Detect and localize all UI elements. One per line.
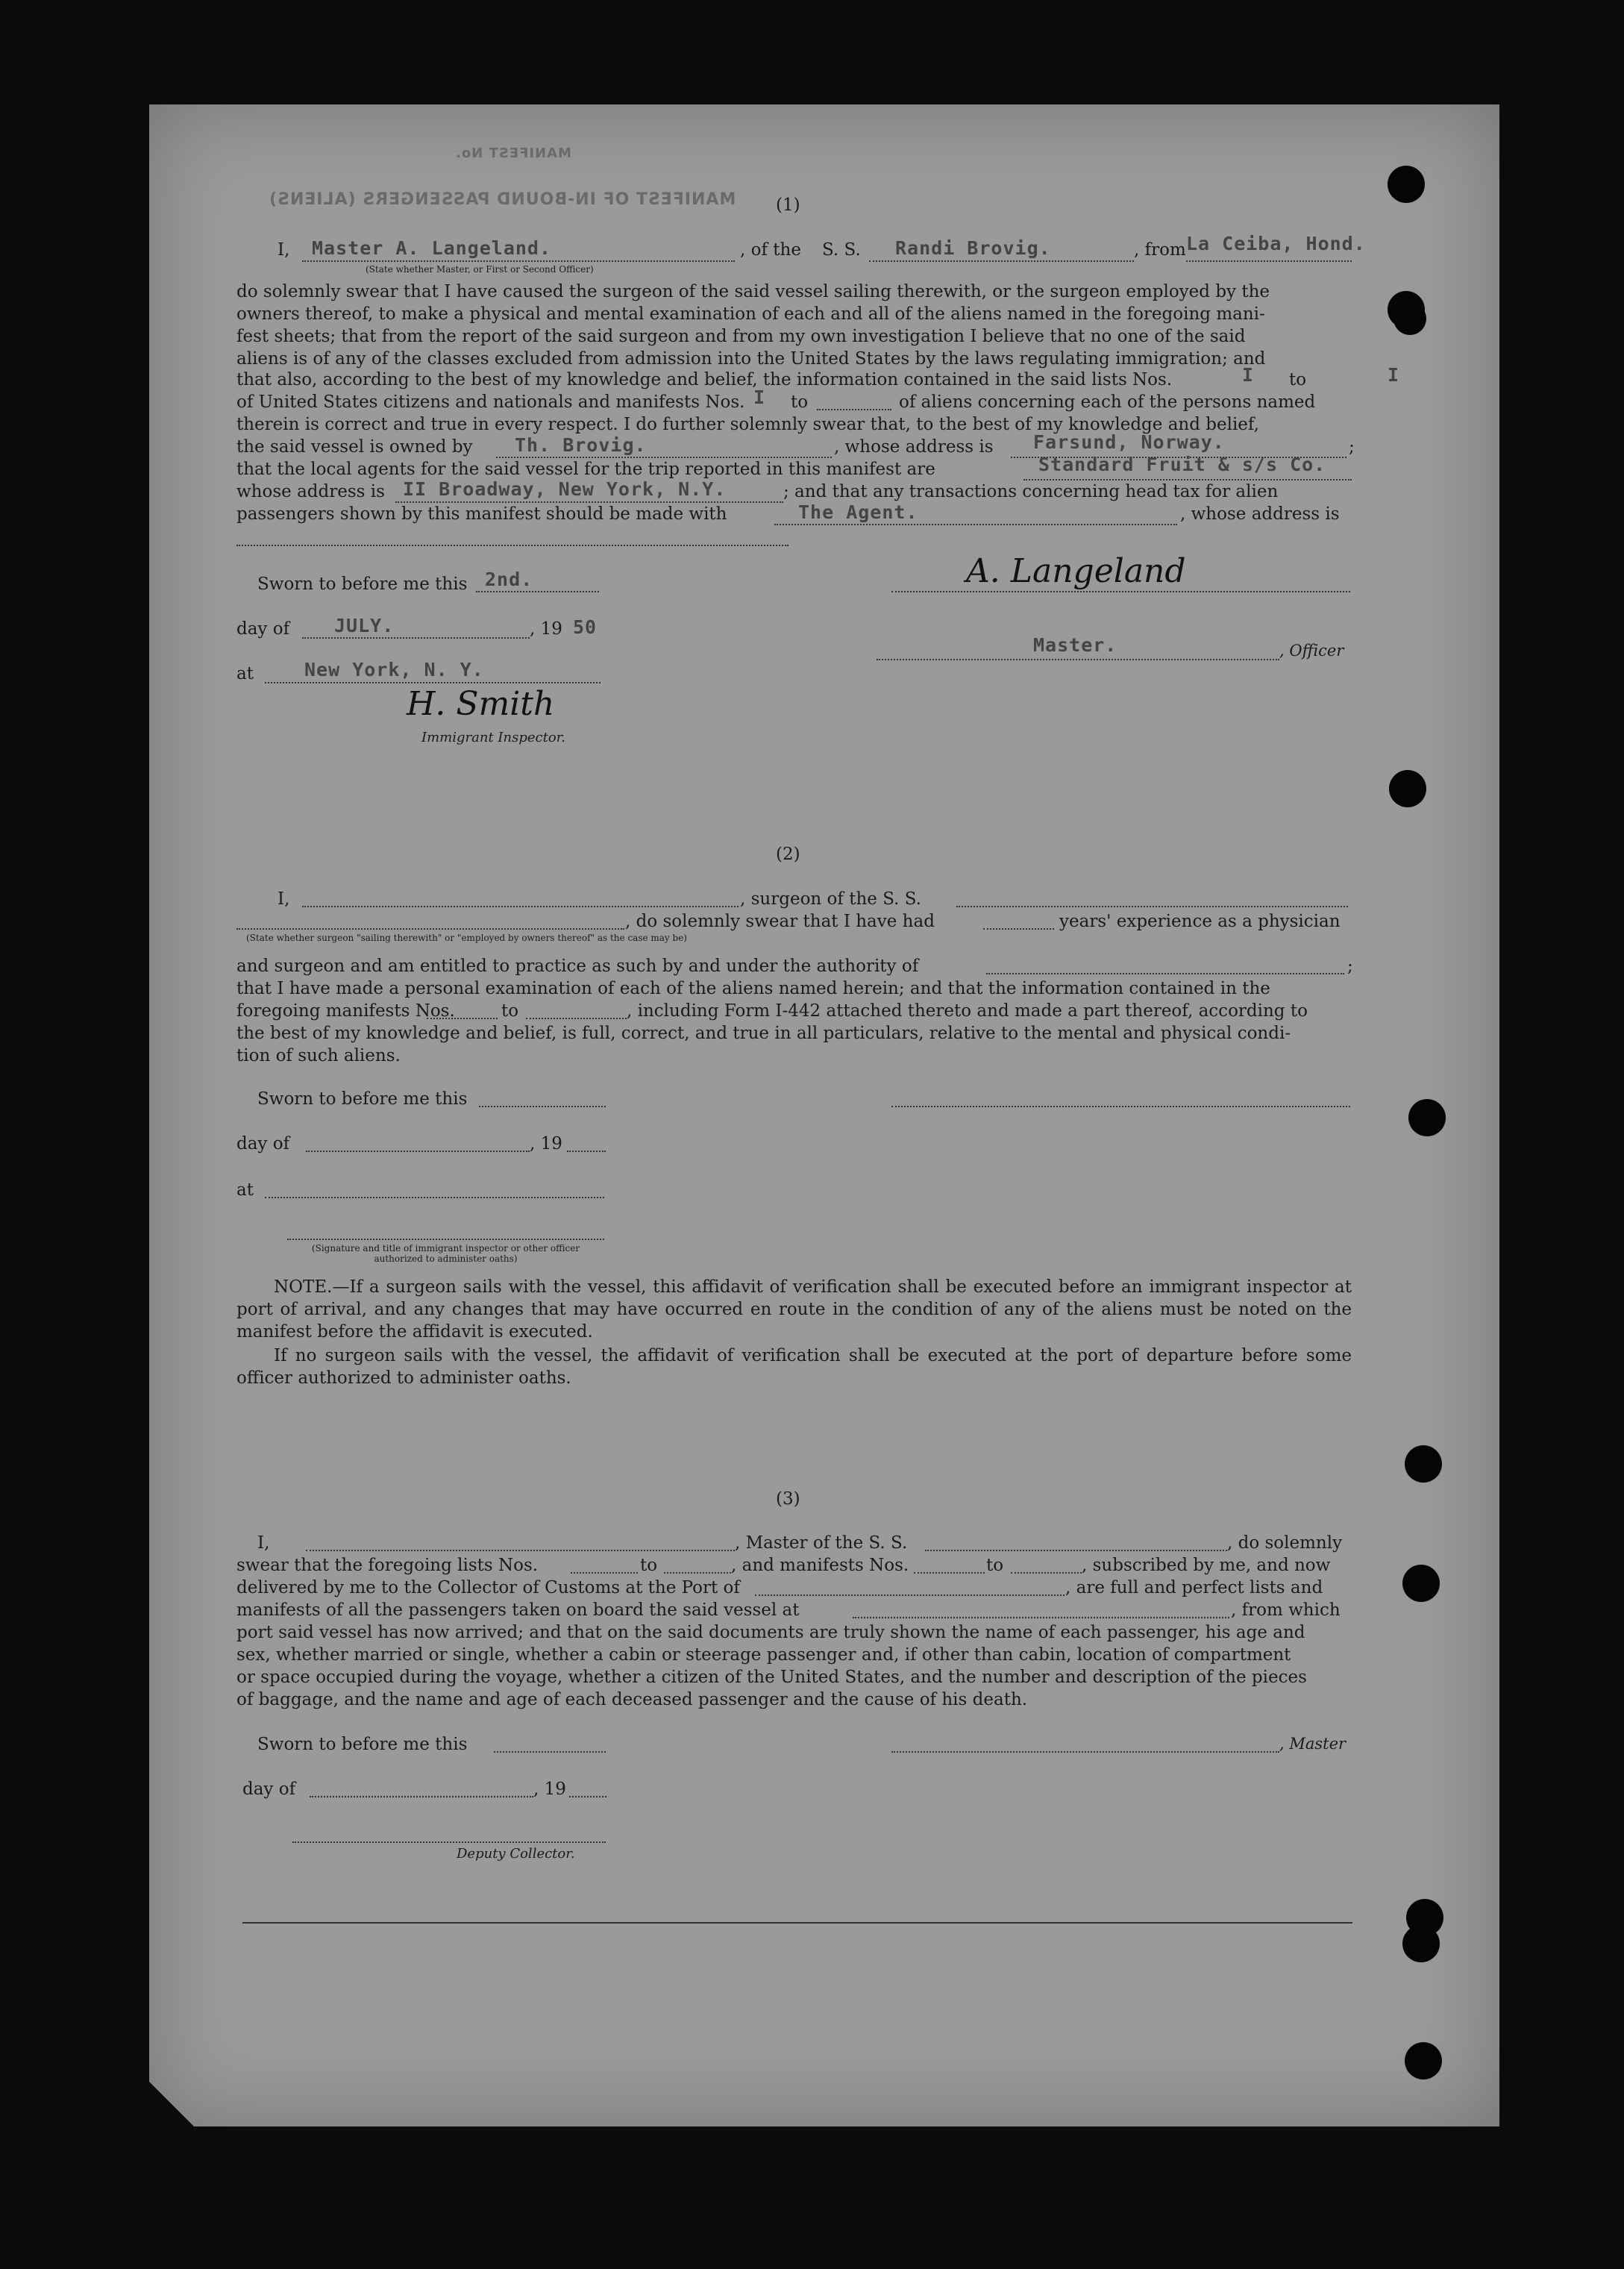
manifests-tail: of aliens concerning each of the persons named <box>899 392 1316 412</box>
ss-label: S. S. <box>822 240 861 260</box>
agents-address-label: whose address is <box>236 482 385 501</box>
section-3-i-label: I, <box>257 1533 270 1553</box>
day-of-label: day of <box>236 1134 290 1154</box>
year-line <box>567 1151 606 1152</box>
body-line: owners thereof, to make a physical and mental examination of each and all of the aliens named in the foregoing mani- <box>236 304 1265 324</box>
manifests-from-line <box>914 1572 985 1574</box>
semicolon: ; <box>1347 957 1353 976</box>
manifests-to-line <box>817 409 891 410</box>
lists-to-field: I <box>1388 364 1400 386</box>
section-1-number: (1) <box>776 195 800 215</box>
lists-to-label: to <box>640 1556 658 1575</box>
surgeon-status-line <box>236 928 624 930</box>
body-line: do solemnly swear that I have caused the surgeon of the said vessel sailing therewith, or the surgeon employed by the <box>236 282 1270 301</box>
at-label: at <box>236 664 254 683</box>
punch-hole-icon <box>1389 770 1426 807</box>
manifests-to-label: to <box>986 1556 1004 1575</box>
master-signature: A. Langeland <box>966 552 1186 590</box>
authority-line: and surgeon and am entitled to practice as such by and under the authority of <box>236 957 919 976</box>
lists-from-line <box>571 1572 638 1574</box>
subscribed-label: , subscribed by me, and now <box>1082 1556 1331 1575</box>
deputy-collector-line <box>292 1841 606 1843</box>
place-line <box>265 1197 604 1198</box>
surgeon-of-label: , surgeon of the S. S. <box>740 889 921 909</box>
swear-line: , do solemnly swear that I have had <box>625 912 935 931</box>
local-agents-label: that the local agents for the said vessel for the trip reported in this manifest are <box>236 460 935 479</box>
year-field: 50 <box>573 616 598 638</box>
body-line: that I have made a personal examination of each of the aliens named herein; and that the information contained in the <box>236 979 1270 998</box>
ghost-manifest-title: MANIFEST OF IN-BOUND PASSENGERS (ALIENS) <box>269 190 736 209</box>
sworn-label: Sworn to before me this <box>257 1735 468 1754</box>
lists-nos-line: that also, according to the best of my knowledge and belief, the information contained in the said lists Nos. <box>236 370 1173 389</box>
month-line <box>302 637 530 639</box>
master-name-line <box>306 1550 735 1551</box>
year-prefix: , 19 <box>530 1134 562 1154</box>
month-line <box>310 1796 533 1797</box>
manifests-from-line <box>427 1018 498 1019</box>
form-tail: , including Form I-442 attached thereto and made a part thereof, according to <box>627 1001 1308 1021</box>
lists-to-label: to <box>1289 370 1307 389</box>
master-signature-line <box>891 1751 1279 1753</box>
place-field: New York, N. Y. <box>304 659 484 680</box>
punch-hole-icon <box>1408 1099 1446 1136</box>
taken-at-line <box>853 1617 1229 1618</box>
agents-field: Standard Fruit & s/s Co. <box>1038 454 1326 475</box>
sworn-day-line <box>494 1751 606 1753</box>
punch-hole-icon <box>1405 1445 1442 1483</box>
manifests-to-label: to <box>791 392 809 412</box>
sworn-label: Sworn to before me this <box>257 575 468 594</box>
inspector-signature-line <box>287 1239 604 1240</box>
from-which-label: , from which <box>1231 1600 1341 1620</box>
owner-address-field: Farsund, Norway. <box>1033 431 1225 453</box>
master-of-label: , Master of the S. S. <box>735 1533 908 1553</box>
master-name-line <box>302 260 735 262</box>
body-line: port said vessel has now arrived; and that on the said documents are truly shown the name of each passenger, his age and <box>236 1623 1305 1642</box>
sworn-day-field: 2nd. <box>485 569 533 590</box>
section-2-i-label: I, <box>278 889 290 909</box>
ghost-manifest-number: MANIFEST No. <box>455 145 571 161</box>
body-line: tion of such aliens. <box>236 1046 401 1065</box>
place-line <box>265 682 601 683</box>
officer-line <box>877 659 1279 660</box>
of-the-label: , of the <box>740 240 801 260</box>
deputy-collector-label: Deputy Collector. <box>457 1846 575 1862</box>
bottom-rule <box>242 1922 1352 1924</box>
manifests-to-line <box>1011 1572 1082 1574</box>
year-line <box>569 1796 606 1797</box>
from-label: , from <box>1134 240 1186 260</box>
section-2-number: (2) <box>776 845 800 864</box>
manifests-to-label: to <box>501 1001 519 1021</box>
month-field: JULY. <box>334 615 395 636</box>
month-line <box>306 1151 530 1152</box>
body-line: aliens is of any of the classes excluded from admission into the United States by the laws regulating immigration; and <box>236 349 1266 369</box>
port-of-line <box>755 1594 1065 1596</box>
whose-address-line <box>236 545 789 546</box>
note-paragraph <box>236 1276 1352 1343</box>
surgeon-ship-line <box>956 906 1348 907</box>
head-tax-with-line <box>774 524 1177 525</box>
punch-hole-icon <box>1402 1565 1440 1602</box>
owner-field: Th. Brovig. <box>515 434 647 456</box>
manifests-from-field: I <box>753 386 766 408</box>
day-of-label: day of <box>242 1780 296 1799</box>
manifests-to-line <box>526 1018 627 1019</box>
punch-hole-icon <box>1402 1925 1440 1962</box>
owner-line <box>496 457 832 458</box>
body-line: or space occupied during the voyage, whether a citizen of the United States, and the number and description of the pieces <box>236 1668 1307 1687</box>
note-paragraph-2: If no surgeon sails with the vessel, the affidavit of verification shall be executed at the port of departure before some officer authorized to administer oaths. <box>236 1346 1352 1388</box>
body-line: sex, whether married or single, whether a cabin or steerage passenger and, if other than cabin, location of compartment <box>236 1645 1291 1665</box>
from-port-field: La Ceiba, Hond. <box>1186 233 1366 254</box>
years-line <box>983 928 1054 930</box>
sworn-day-line <box>476 591 599 592</box>
taken-on-board-label: manifests of all the passengers taken on board the said vessel at <box>236 1600 800 1620</box>
master-ship-line <box>925 1550 1227 1551</box>
officer-label: , Officer <box>1279 642 1344 660</box>
lists-to-line <box>664 1572 731 1574</box>
foregoing-manifests-label: foregoing manifests Nos. <box>236 1001 455 1021</box>
from-port-line <box>1186 260 1352 262</box>
semicolon: ; <box>1349 437 1355 457</box>
note-label: NOTE. <box>274 1277 333 1297</box>
agents-address-line <box>395 501 783 503</box>
body-line: the best of my knowledge and belief, is full, correct, and true in all particulars, relative to the mental and physical condi- <box>236 1024 1291 1043</box>
owner-address-label: , whose address is <box>834 437 994 457</box>
note-text: —If a surgeon sails with the vessel, this affidavit of verification shall be executed before an immigrant inspector at port of arrival, and any changes that may have occurred en route in the condition of any of the aliens must be noted on the manifest before the affidavit is executed. <box>236 1277 1352 1342</box>
inspector-signature: H. Smith <box>407 685 555 723</box>
officer-rank-field: Master. <box>1033 634 1117 656</box>
master-label: , Master <box>1279 1735 1346 1753</box>
body-line: fest sheets; that from the report of the said surgeon and from my own investigation I believe that no one of the said <box>236 327 1246 346</box>
inspector-title: Immigrant Inspector. <box>421 730 566 745</box>
made-with-label: passengers shown by this manifest should be made with <box>236 504 727 524</box>
lists-nos-label: swear that the foregoing lists Nos. <box>236 1556 539 1575</box>
signature-note: (Signature and title of immigrant inspector or other officer authorized to administer oaths) <box>311 1243 580 1264</box>
and-manifests-label: , and manifests Nos. <box>731 1556 909 1575</box>
whose-address-label: , whose address is <box>1180 504 1340 524</box>
sworn-day-line <box>479 1106 606 1107</box>
punch-hole-icon <box>1388 166 1425 203</box>
state-officer-note: (State whether Master, or First or Second Officer) <box>366 264 594 275</box>
owned-by-label: the said vessel is owned by <box>236 437 473 457</box>
day-of-label: day of <box>236 619 290 639</box>
punch-hole-icon <box>1405 2042 1442 2079</box>
punch-hole-icon <box>1393 302 1426 335</box>
agents-address-field: II Broadway, New York, N.Y. <box>403 478 727 500</box>
body-line: of baggage, and the name and age of each deceased passenger and the cause of his death. <box>236 1690 1028 1709</box>
vessel-name-field: Randi Brovig. <box>895 237 1051 259</box>
head-tax-with-field: The Agent. <box>798 501 918 523</box>
authority-fill-line <box>986 973 1344 974</box>
agents-line <box>1023 479 1352 481</box>
surgeon-signature-line <box>891 1106 1350 1107</box>
body-line: therein is correct and true in every respect. I do further solemnly swear that, to the best of my knowledge and belief, <box>236 415 1259 434</box>
section-1-i-label: I, <box>278 240 290 260</box>
vessel-name-line <box>869 260 1134 262</box>
years-label: years' experience as a physician <box>1059 912 1341 931</box>
at-label: at <box>236 1180 254 1200</box>
master-signature-line <box>891 591 1350 592</box>
lists-from-field: I <box>1242 364 1255 386</box>
master-name-field: Master A. Langeland. <box>312 237 552 259</box>
full-perfect-label: , are full and perfect lists and <box>1065 1578 1323 1597</box>
do-solemnly-label: , do solemnly <box>1227 1533 1343 1553</box>
surgeon-name-line <box>302 906 739 907</box>
page-corner-clip <box>149 2082 194 2126</box>
head-tax-tail: ; and that any transactions concerning head tax for alien <box>783 482 1279 501</box>
port-of-label: delivered by me to the Collector of Customs at the Port of <box>236 1578 740 1597</box>
manifests-nos-line: of United States citizens and nationals and manifests Nos. <box>236 392 745 412</box>
year-prefix: , 19 <box>533 1780 566 1799</box>
section-3-number: (3) <box>776 1489 800 1509</box>
surgeon-state-note: (State whether surgeon "sailing therewith" or "employed by owners thereof" as the case may be) <box>246 933 687 943</box>
year-prefix: , 19 <box>530 619 562 639</box>
sworn-label: Sworn to before me this <box>257 1089 468 1109</box>
section-1-body <box>236 281 1355 370</box>
